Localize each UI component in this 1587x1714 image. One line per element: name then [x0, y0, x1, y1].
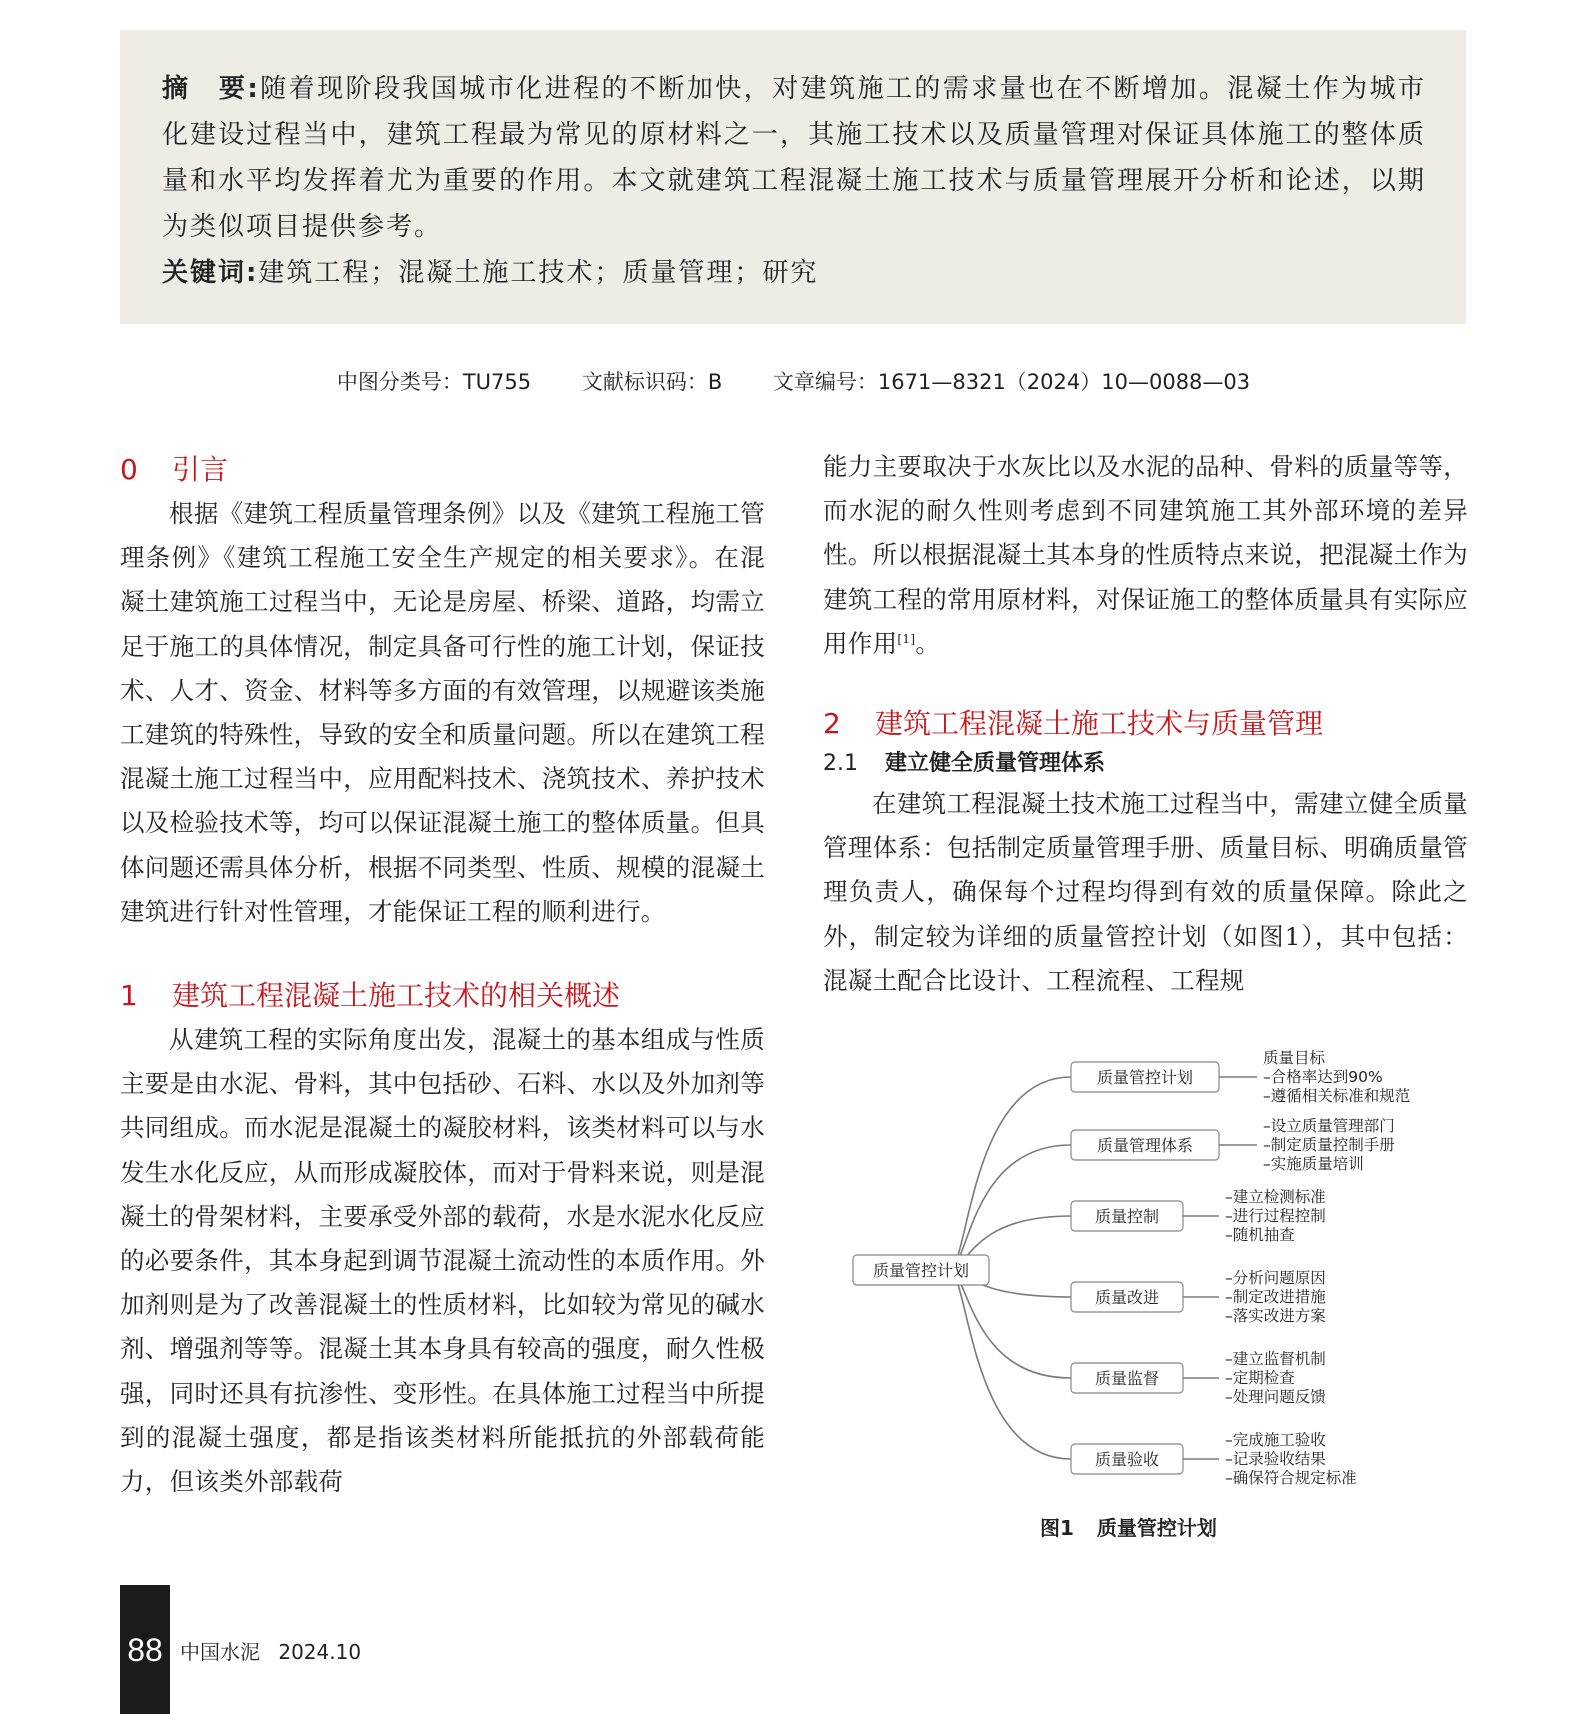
figure-caption-text: 质量管控计划: [1096, 1516, 1217, 1540]
reference-1: [1]: [897, 631, 916, 646]
abstract-label: 摘 要:: [162, 74, 260, 104]
branch-item-text: –定期检查: [1225, 1369, 1295, 1387]
branch-item-text: –实施质量培训: [1263, 1155, 1364, 1173]
mindmap-svg: [823, 1030, 1468, 1510]
section-1-number: 1: [120, 979, 138, 1013]
section-2-title: 建筑工程混凝土施工技术与质量管理: [875, 707, 1324, 741]
quality-control-mindmap: [823, 1030, 1468, 1510]
section-1-end-punct: 。: [915, 628, 941, 658]
subsection-2-1-paragraph: 在建筑工程混凝土技术施工过程当中，需建立健全质量管理体系：包括制定质量管理手册、质量目标、明确质量管理负责人，确保每个过程均得到有效的质量保障。除此之外，制定较为详细的质量管控计划（如图1），其中包括：混凝土配合比设计、工程流程、工程规: [823, 789, 1468, 995]
journal-issue: 2024.10: [278, 1640, 362, 1664]
section-1-heading: [120, 974, 765, 1018]
branch-item-text: 质量目标: [1263, 1049, 1326, 1067]
branch-node-label: 质量管控计划: [1096, 1068, 1194, 1087]
section-2-number: 2: [823, 707, 841, 741]
branch-node-label: 质量改进: [1094, 1288, 1160, 1307]
branch-node-label: 质量控制: [1094, 1207, 1160, 1226]
section-1-title: 建筑工程混凝土施工技术的相关概述: [172, 979, 621, 1013]
branch-item-text: –随机抽查: [1225, 1226, 1295, 1244]
right-column: [823, 445, 1468, 1003]
clc-number: 中图分类号：TU755: [336, 370, 532, 394]
branch-item-text: –制定质量控制手册: [1263, 1136, 1395, 1154]
section-0-paragraph: 根据《建筑工程质量管理条例》以及《建筑工程施工管理条例》《建筑工程施工安全生产规定的相关要求》。在混凝土建筑施工过程当中，无论是房屋、桥梁、道路，均需立足于施工的具体情况，制定具备可行性的施工计划，保证技术、人才、资金、材料等多方面的有效管理，以规避该类施工建筑的特殊性，导致的安全和质量问题。所以在建筑工程混凝土施工过程当中，应用配料技术、浇筑技术、养护技术以及检验技术等，均可以保证混凝土施工的整体质量。但具体问题还需具体分析，根据不同类型、性质、规模的混凝土建筑进行针对性管理，才能保证工程的顺利进行。: [120, 499, 765, 926]
section-0-title: 引言: [172, 453, 229, 486]
branch-item-text: –落实改进方案: [1225, 1307, 1326, 1325]
connector-line: [949, 1077, 1071, 1270]
subsection-2-1-heading: [823, 746, 1468, 782]
section-0-heading: [120, 448, 765, 492]
branch-item-text: –分析问题原因: [1225, 1269, 1326, 1287]
keywords-line: [162, 250, 1426, 296]
branch-item-text: –遵循相关标准和规范: [1263, 1087, 1411, 1105]
keywords-label: 关键词:: [162, 258, 259, 288]
figure-caption: [1040, 1512, 1300, 1541]
branch-node-label: 质量验收: [1094, 1450, 1160, 1469]
branch-item-text: –建立检测标准: [1225, 1188, 1326, 1206]
abstract-box: [120, 30, 1466, 324]
section-2-heading: [823, 702, 1468, 746]
page-number: 88: [127, 1632, 163, 1668]
article-number: 文章编号：1671—8321（2024）10—0088—03: [772, 370, 1251, 394]
section-1-paragraph: 从建筑工程的实际角度出发，混凝土的基本组成与性质主要是由水泥、骨料，其中包括砂、石料、水以及外加剂等共同组成。而水泥是混凝土的凝胶材料，该类材料可以与水发生水化反应，从而形成凝胶体，而对于骨料来说，则是混凝土的骨架材料，主要承受外部的载荷，水是水泥水化反应的必要条件，其本身起到调节混凝土流动性的本质作用。外加剂则是为了改善混凝土的性质材料，比如较为常见的碱水剂、增强剂等等。混凝土其本身具有较高的强度，耐久性极强，同时还具有抗渗性、变形性。在具体施工过程当中所提到的混凝土强度，都是指该类材料所能抵抗的外部载荷能力，但该类外部载荷: [120, 1025, 765, 1497]
left-column: [120, 448, 765, 1504]
branch-node-label: 质量管理体系: [1096, 1136, 1194, 1155]
branch-item-text: –制定改进措施: [1225, 1288, 1326, 1306]
section-0-number: 0: [120, 453, 138, 486]
branch-node-label: 质量监督: [1094, 1369, 1160, 1388]
journal-name: 中国水泥: [180, 1640, 260, 1664]
keywords-text: 建筑工程；混凝土施工技术；质量管理；研究: [258, 258, 819, 288]
abstract-text: 随着现阶段我国城市化进程的不断加快，对建筑施工的需求量也在不断增加。混凝土作为城市化建设过程当中，建筑工程最为常见的原材料之一，其施工技术以及质量管理对保证具体施工的整体质量和水平均发挥着尤为重要的作用。本文就建筑工程混凝土施工技术与质量管理展开分析和论述，以期为类似项目提供参考。: [162, 74, 1426, 242]
branch-item-text: –合格率达到90%: [1263, 1068, 1383, 1086]
branch-item-text: –建立监督机制: [1225, 1350, 1326, 1368]
subsection-2-1-number: 2.1: [823, 751, 858, 777]
branch-item-text: –处理问题反馈: [1225, 1388, 1326, 1406]
root-node-label: 质量管控计划: [872, 1261, 970, 1280]
classification-line: [0, 366, 1587, 396]
section-1-paragraph-continued: [823, 445, 1468, 666]
abstract-paragraph: [162, 66, 1426, 250]
connector-line: [949, 1145, 1071, 1270]
document-code: 文献标识码：B: [581, 370, 723, 394]
branch-item-text: –设立质量管理部门: [1263, 1117, 1395, 1135]
branch-item-text: –确保符合规定标准: [1225, 1469, 1357, 1487]
figure-caption-number: 图1: [1040, 1516, 1074, 1540]
journal-info: [180, 1636, 373, 1665]
subsection-2-1-title: 建立健全质量管理体系: [885, 751, 1106, 777]
branch-item-text: –进行过程控制: [1225, 1207, 1326, 1225]
branch-item-text: –完成施工验收: [1225, 1431, 1326, 1449]
branch-item-text: –记录验收结果: [1225, 1450, 1326, 1468]
section-1-continued-text: 能力主要取决于水灰比以及水泥的品种、骨料的质量等等，而水泥的耐久性则考虑到不同建筑施工其外部环境的差异性。所以根据混凝土其本身的性质特点来说，把混凝土作为建筑工程的常用原材料，对保证施工的整体质量具有实际应用作用: [823, 452, 1468, 658]
